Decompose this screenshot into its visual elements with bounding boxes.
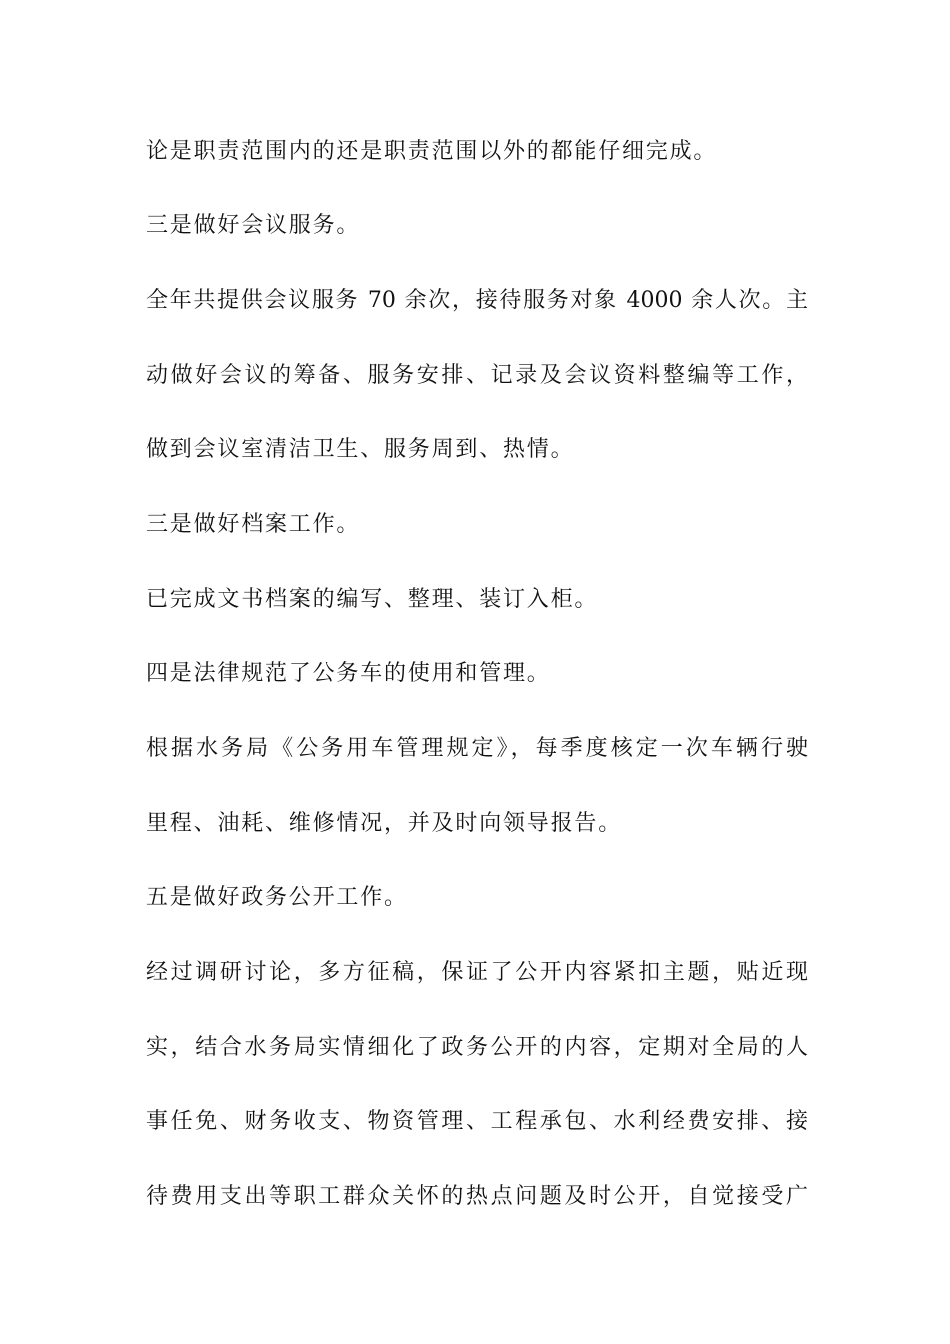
body-text-line: 论是职责范围内的还是职责范围以外的都能仔细完成。 bbox=[146, 139, 718, 164]
body-text-line: 做到会议室清洁卫生、服务周到、热情。 bbox=[146, 437, 575, 462]
body-text-line: 经过调研讨论，多方征稿，保证了公开内容紧扣主题，贴近现 bbox=[146, 960, 808, 985]
body-text-line: 实，结合水务局实情细化了政务公开的内容，定期对全局的人 bbox=[146, 1035, 808, 1060]
section-heading: 四是法律规范了公务车的使用和管理。 bbox=[146, 661, 551, 686]
body-text-line: 事任免、财务收支、物资管理、工程承包、水利经费安排、接 bbox=[146, 1109, 808, 1134]
body-text-line: 待费用支出等职工群众关怀的热点问题及时公开，自觉接受广 bbox=[146, 1184, 808, 1209]
body-text-line: 全年共提供会议服务 70 余次，接待服务对象 4000 余人次。主 bbox=[146, 288, 808, 313]
body-text-line: 动做好会议的筹备、服务安排、记录及会议资料整编等工作， bbox=[146, 363, 808, 388]
body-text-line: 里程、油耗、维修情况，并及时向领导报告。 bbox=[146, 811, 623, 836]
section-heading: 五是做好政务公开工作。 bbox=[146, 885, 408, 910]
section-heading: 三是做好会议服务。 bbox=[146, 213, 361, 238]
body-text-line: 根据水务局《公务用车管理规定》，每季度核定一次车辆行驶 bbox=[146, 736, 808, 761]
section-heading: 三是做好档案工作。 bbox=[146, 512, 361, 537]
body-text-line: 已完成文书档案的编写、整理、装订入柜。 bbox=[146, 587, 599, 612]
